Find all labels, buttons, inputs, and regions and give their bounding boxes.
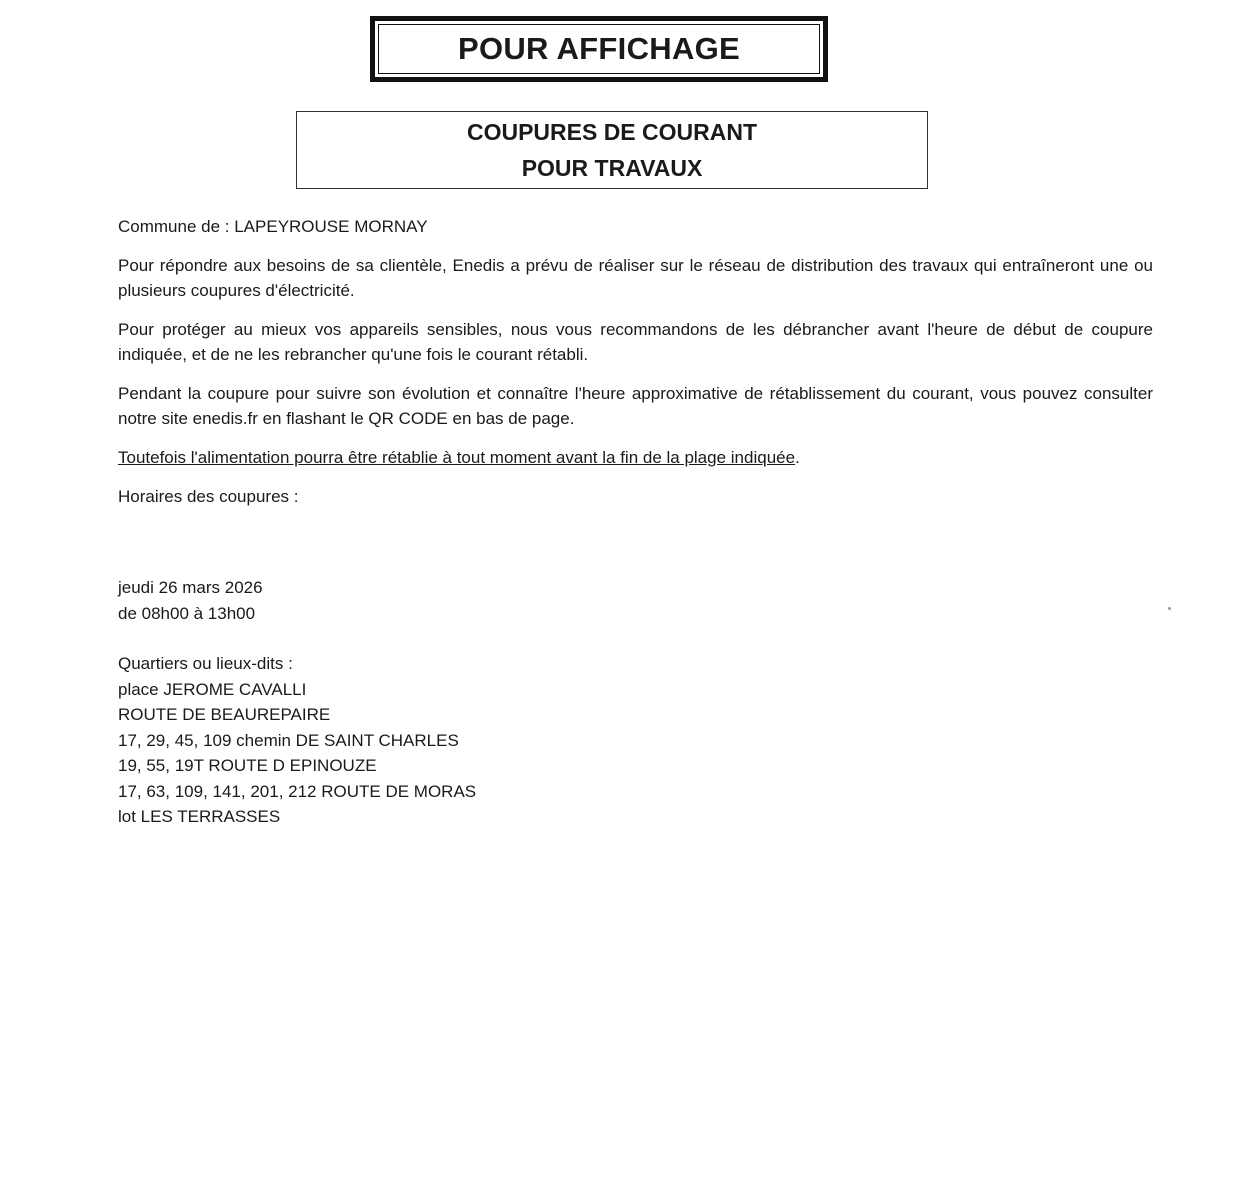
schedule-block xyxy=(118,575,1153,626)
location-item: 17, 63, 109, 141, 201, 212 ROUTE DE MORAS xyxy=(118,781,477,801)
banner-title: POUR AFFICHAGE xyxy=(378,24,820,74)
location-item: lot LES TERRASSES xyxy=(118,807,281,826)
restoration-notice xyxy=(118,445,1153,470)
display-banner xyxy=(370,16,828,82)
notice-title-box xyxy=(296,111,928,189)
location-item: ROUTE DE BEAUREPAIRE xyxy=(118,705,331,724)
location-item: 19, 55, 19T ROUTE D EPINOUZE xyxy=(118,756,377,775)
paragraph-appliances: Pour protéger au mieux vos appareils sensibles, nous vous recommandons de les débrancher avant l'heure de début de coupure indiquée, et de ne les rebrancher qu'une fois le courant rétabli. xyxy=(118,320,1153,364)
location-item: 17, 29, 45, 109 chemin DE SAINT CHARLES xyxy=(118,730,459,750)
paragraph-intro: Pour répondre aux besoins de sa clientèle, Enedis a prévu de réaliser sur le réseau de distribution des travaux qui entraîneront une ou plusieurs coupures d'électricité. xyxy=(118,256,1153,300)
paragraph-tracking: Pendant la coupure pour suivre son évolution et connaître l'heure approximative de rétablissement du courant, vous pouvez consulter notre site enedis.fr en flashant le QR CODE en bas de page. xyxy=(118,384,1153,428)
notice-title-line-2: POUR TRAVAUX xyxy=(521,155,703,181)
outage-time: de 08h00 à 13h00 xyxy=(118,603,256,623)
restoration-notice-period: . xyxy=(795,448,800,467)
restoration-notice-text: Toutefois l'alimentation pourra être rétablie à tout moment avant la fin de la plage indiquée xyxy=(118,448,796,467)
notice-title-line-1: COUPURES DE COURANT xyxy=(466,119,758,145)
locations-block xyxy=(118,651,1153,830)
commune-line: Commune de : LAPEYROUSE MORNAY xyxy=(118,217,428,236)
outage-date: jeudi 26 mars 2026 xyxy=(118,578,263,597)
scan-speck xyxy=(1168,607,1171,610)
locations-heading: Quartiers ou lieux-dits : xyxy=(118,654,293,673)
schedule-heading: Horaires des coupures : xyxy=(118,487,299,506)
location-item: place JEROME CAVALLI xyxy=(118,679,307,699)
notice-body xyxy=(118,214,1153,830)
